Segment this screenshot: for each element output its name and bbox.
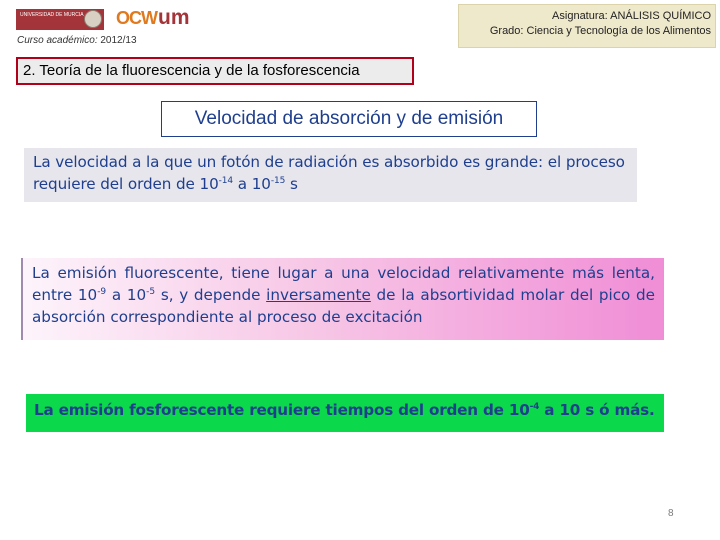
p2-underlined-word: inversamente [266, 286, 371, 304]
absorption-rate-paragraph [24, 148, 637, 202]
p3-end: a 10 s ó más. [539, 401, 655, 419]
academic-year [17, 35, 137, 46]
fluorescence-paragraph [21, 258, 664, 340]
p1-exponent-2: -15 [270, 176, 286, 186]
p2-exponent-1: -9 [97, 287, 107, 297]
university-logo [16, 9, 104, 30]
um-logo: um [158, 6, 190, 29]
academic-year-value: 2012/13 [100, 35, 137, 46]
p1-mid: a 10 [233, 175, 271, 193]
university-logo-text: UNIVERSIDAD DE MURCIA [20, 12, 84, 18]
p1-exponent-1: -14 [218, 176, 234, 186]
university-seal-icon [84, 10, 102, 28]
academic-year-label: Curso académico: [17, 35, 98, 46]
header-logos [16, 8, 201, 32]
p1-text: La velocidad a la que un fotón de radiación es absorbido es grande: el proceso requiere del orden de 10 [33, 153, 625, 193]
slide-heading: Velocidad de absorción y de emisión [161, 101, 537, 137]
subject-box [458, 4, 716, 48]
p3-exponent: -4 [529, 402, 540, 412]
degree-line: Grado: Ciencia y Tecnología de los Alimentos [489, 25, 711, 37]
p1-end: s [285, 175, 298, 193]
p3-text: La emisión fosforescente requiere tiempos del orden de 10 [34, 401, 530, 419]
p2-exponent-2: -5 [146, 287, 156, 297]
p2-text: La emisión fluorescente, tiene lugar a una velocidad relativamente más lenta, entre 10 [32, 264, 655, 304]
p2-end: de la absortividad molar del pico de absorción correspondiente al proceso de excitación [32, 286, 655, 326]
subject-line: Asignatura: ANÁLISIS QUÍMICO [552, 10, 711, 22]
page-number: 8 [668, 508, 674, 519]
section-title: 2. Teoría de la fluorescencia y de la fosforescencia [16, 57, 414, 85]
ocw-logo: OCW [116, 8, 157, 28]
phosphorescence-paragraph [26, 394, 664, 432]
p2-before-underline: s, y depende [155, 286, 267, 304]
p2-mid: a 10 [106, 286, 147, 304]
